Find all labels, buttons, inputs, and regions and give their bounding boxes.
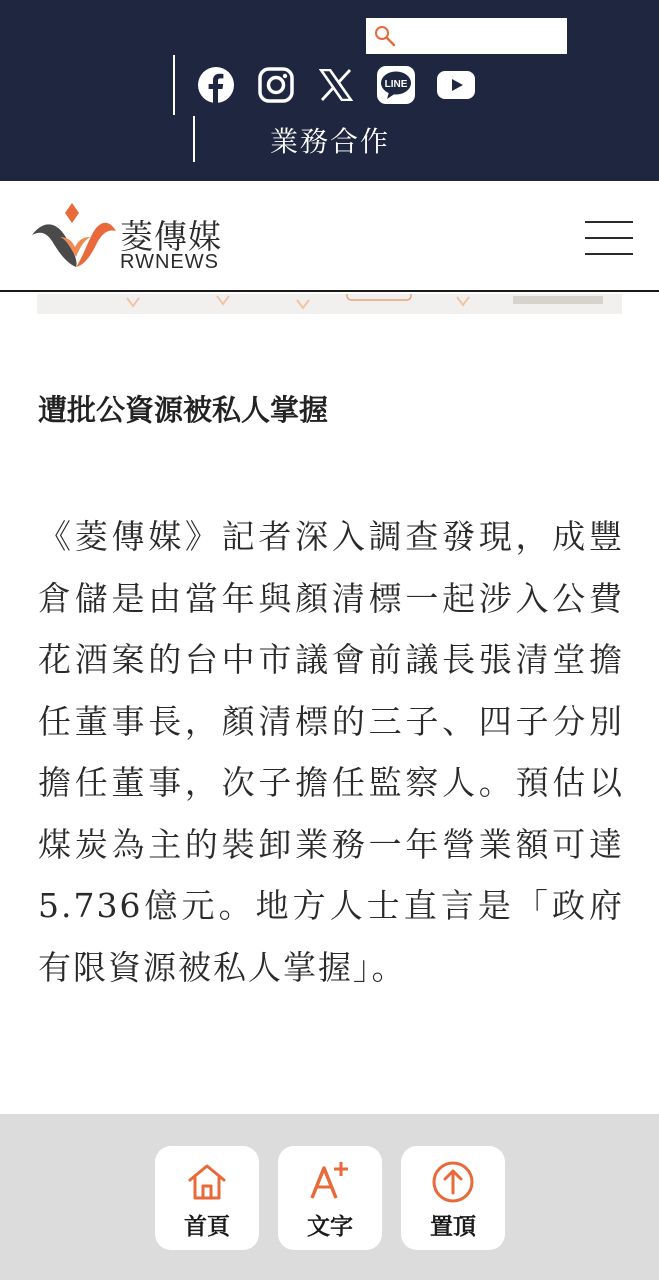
instagram-icon[interactable] xyxy=(256,65,296,105)
font-size-button[interactable] xyxy=(278,1146,382,1250)
home-icon xyxy=(185,1160,229,1204)
top-bar xyxy=(0,0,659,181)
article-paragraph: 《菱傳媒》記者深入調查發現，成豐倉儲是由當年與顏清標一起涉入公費花酒案的台中市議會前議長張清堂擔任董事長，顏清標的三子、四子分別擔任董事，次子擔任監察人。預估以煤炭為主的裝卸業務一年營業額可達5.736億元。地方人士直言是「政府有限資源被私人掌握」。 xyxy=(38,517,624,987)
search-input[interactable] xyxy=(402,18,562,54)
image-pattern xyxy=(37,294,622,314)
logo-mark-icon xyxy=(30,201,118,273)
facebook-icon[interactable] xyxy=(196,65,236,105)
home-label: 首頁 xyxy=(184,1214,230,1240)
search-icon[interactable] xyxy=(373,24,397,48)
line-icon[interactable] xyxy=(376,65,416,105)
logo-english-text: RWNEWS xyxy=(120,251,219,273)
social-links xyxy=(196,64,476,106)
home-button[interactable] xyxy=(155,1146,259,1250)
site-header xyxy=(0,181,659,292)
back-to-top-label: 置頂 xyxy=(430,1214,476,1240)
font-size-icon xyxy=(308,1160,352,1204)
back-to-top-button[interactable] xyxy=(401,1146,505,1250)
site-logo[interactable] xyxy=(30,201,230,276)
line-label: LINE xyxy=(384,79,408,90)
search-box[interactable] xyxy=(366,18,567,54)
divider xyxy=(173,55,175,115)
arrow-up-circle-icon xyxy=(431,1160,475,1204)
article-image xyxy=(37,294,622,314)
youtube-icon[interactable] xyxy=(436,65,476,105)
font-size-label: 文字 xyxy=(307,1214,353,1240)
divider xyxy=(193,116,195,162)
x-icon[interactable] xyxy=(316,65,356,105)
menu-icon[interactable] xyxy=(585,221,633,255)
logo-chinese-text: 菱傳媒 xyxy=(120,217,222,256)
business-cooperation-link[interactable]: 業務合作 xyxy=(270,125,391,158)
bottom-toolbar xyxy=(0,1114,659,1280)
article-subheading: 遭批公資源被私人掌握 xyxy=(38,393,329,427)
